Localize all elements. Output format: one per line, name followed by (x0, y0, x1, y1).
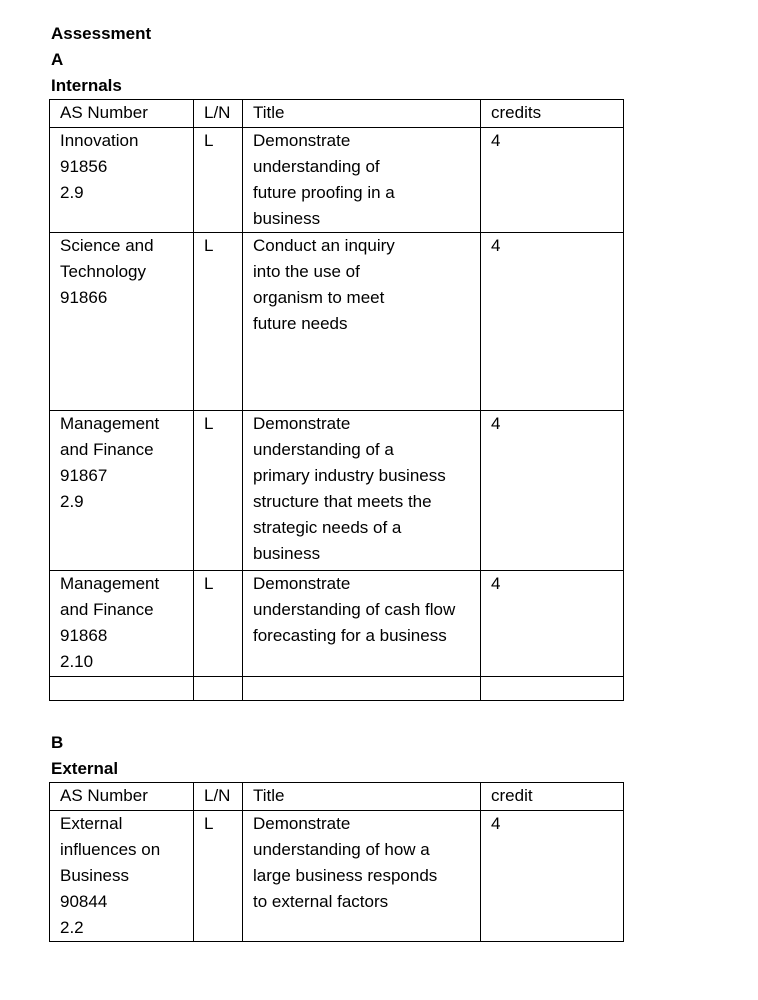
as-number-cell: Management and Finance 91868 2.10 (50, 571, 194, 677)
table-header-row (50, 783, 624, 811)
credits-cell: 4 (481, 128, 624, 233)
table-header-row (50, 100, 624, 128)
credits-cell: 4 (481, 571, 624, 677)
header-credits: credits (481, 100, 624, 128)
ln-cell: L (194, 571, 243, 677)
header-title: Title (243, 783, 481, 811)
title-cell: Demonstrate understanding of cash flow forecasting for a business (243, 571, 481, 677)
credits-cell: 4 (481, 411, 624, 571)
as-number-cell: External influences on Business 90844 2.2 (50, 811, 194, 942)
as-number-cell: Innovation 91856 2.9 (50, 128, 194, 233)
ln-cell: L (194, 233, 243, 411)
table-row (50, 811, 624, 942)
ln-cell (194, 677, 243, 701)
section-a-heading: A (51, 50, 64, 69)
ln-cell: L (194, 811, 243, 942)
as-number-cell (50, 677, 194, 701)
table-row (50, 411, 624, 571)
internals-table (49, 99, 624, 701)
internals-heading: Internals (51, 76, 122, 95)
ln-cell: L (194, 411, 243, 571)
header-credit: credit (481, 783, 624, 811)
table-row (50, 571, 624, 677)
title-cell (243, 677, 481, 701)
title-cell: Demonstrate understanding of a primary industry business structure that meets the strategic needs of a business (243, 411, 481, 571)
header-as-number: AS Number (50, 100, 194, 128)
as-number-cell: Management and Finance 91867 2.9 (50, 411, 194, 571)
as-number-cell: Science and Technology 91866 (50, 233, 194, 411)
table-row (50, 233, 624, 411)
header-ln: L/N (194, 100, 243, 128)
header-as-number: AS Number (50, 783, 194, 811)
credits-cell: 4 (481, 233, 624, 411)
table-row (50, 128, 624, 233)
header-ln: L/N (194, 783, 243, 811)
credits-cell: 4 (481, 811, 624, 942)
ln-cell: L (194, 128, 243, 233)
table-row (50, 677, 624, 701)
external-table (49, 782, 624, 942)
external-heading: External (51, 759, 119, 778)
title-cell: Demonstrate understanding of how a large business responds to external factors (243, 811, 481, 942)
header-title: Title (243, 100, 481, 128)
title-cell: Conduct an inquiry into the use of organism to meet future needs (243, 233, 481, 411)
credits-cell (481, 677, 624, 701)
section-b-heading: B (51, 733, 64, 752)
assessment-heading: Assessment (51, 24, 152, 43)
title-cell: Demonstrate understanding of future proofing in a business (243, 128, 481, 233)
